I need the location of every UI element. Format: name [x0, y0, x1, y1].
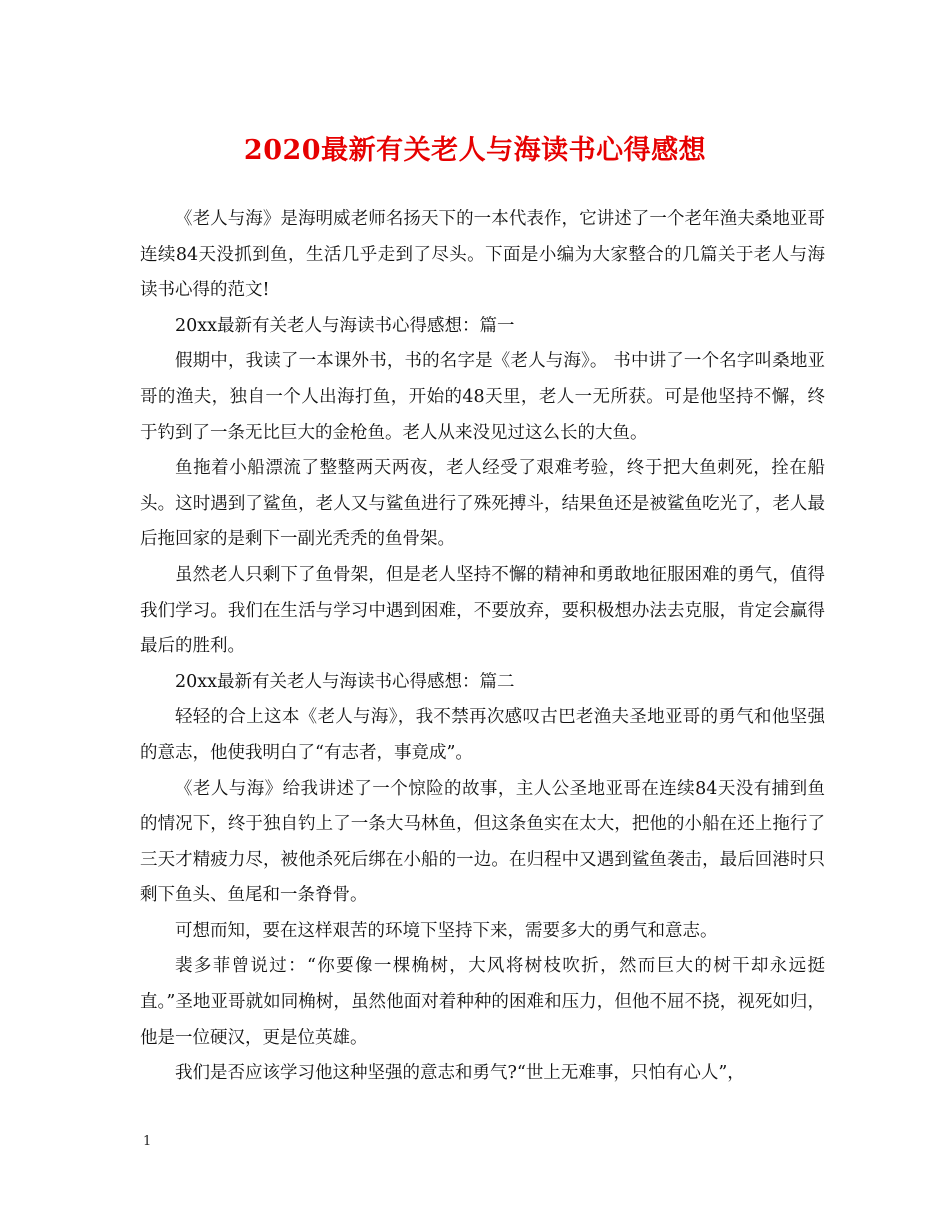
- document-title: 2020最新有关老人与海读书心得感想: [243, 135, 707, 166]
- paragraph: 鱼拖着小船漂流了整整两天两夜，老人经受了艰难考验，终于把大鱼刺死，拴在船头。这时遇到了鲨鱼，老人又与鲨鱼进行了殊死搏斗，结果鱼还是被鲨鱼吃光了，老人最后拖回家的是剩下一副光秃秃的鱼骨架。: [140, 458, 825, 550]
- paragraph: 虽然老人只剩下了鱼骨架，但是老人坚持不懈的精神和勇敢地征服困难的勇气，值得我们学习。我们在生活与学习中遇到困难，不要放弃，要积极想办法去克服，肯定会赢得最后的胜利。: [140, 564, 825, 657]
- paragraph: 裴多菲曾说过：“你要像一棵桷树，大风将树枝吹折，然而巨大的树干却永远挺直。”圣地亚哥就如同桷树，虽然他面对着种种的困难和压力，但他不屈不挠，视死如归，他是一位硬汉，更是位英雄。: [140, 956, 825, 1048]
- paragraph: 《老人与海》给我讲述了一个惊险的故事，主人公圣地亚哥在连续84天没有捕到鱼的情况下，终于独自钓上了一条大马林鱼，但这条鱼实在太大，把他的小船在还上拖行了三天才精疲力尽，被他杀死后绑在小船的一边。在归程中又遇到鲨鱼袭击，最后回港时只剩下鱼头、鱼尾和一条脊骨。: [140, 778, 825, 906]
- paragraph: 我们是否应该学习他这种坚强的意志和勇气?“世上无难事，只怕有心人”，: [175, 1063, 745, 1084]
- section-heading: 20xx最新有关老人与海读书心得感想：篇二: [175, 671, 515, 692]
- page-number: 1: [143, 1134, 152, 1149]
- document-body: [140, 202, 825, 1092]
- section-heading: 20xx最新有关老人与海读书心得感想：篇一: [175, 315, 515, 336]
- paragraph: 轻轻的合上这本《老人与海》，我不禁再次感叹古巴老渔夫圣地亚哥的勇气和他坚强的意志，他使我明白了“有志者，事竟成”。: [140, 707, 825, 763]
- paragraph: 可想而知，要在这样艰苦的环境下坚持下来，需要多大的勇气和意志。: [175, 920, 718, 941]
- paragraph: 假期中，我读了一本课外书，书的名字是《老人与海》。 书中讲了一个名字叫桑地亚哥的渔夫，独自一个人出海打鱼，开始的48天里，老人一无所获。可是他坚持不懈，终于钓到了一条无比巨大的金枪鱼。老人从来没见过这么长的大鱼。: [140, 351, 825, 443]
- paragraph: 《老人与海》是海明威老师名扬天下的一本代表作，它讲述了一个老年渔夫桑地亚哥连续84天没抓到鱼，生活几乎走到了尽头。下面是小编为大家整合的几篇关于老人与海读书心得的范文!: [140, 209, 825, 301]
